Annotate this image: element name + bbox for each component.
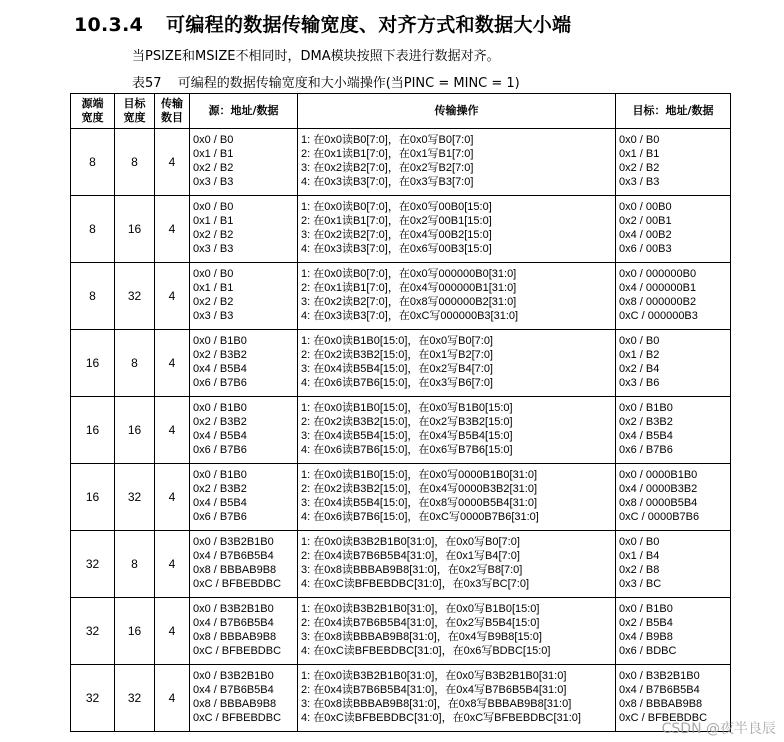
cell-source-line: 0x4 / B7B6B5B4 <box>193 684 274 697</box>
cell-source-line: 0x1 / B1 <box>193 148 234 161</box>
table-row <box>71 263 731 330</box>
cell-operation <box>298 531 616 598</box>
cell-operation-line: 4: 在0x3读B3[7:0]，在0x3写B3[7:0] <box>301 175 474 188</box>
cell-operation-line: 2: 在0x1读B1[7:0]，在0x1写B1[7:0] <box>301 148 474 161</box>
cell-dest-line: 0x1 / B2 <box>619 349 660 362</box>
cell-source-line: 0x6 / B7B6 <box>193 510 247 523</box>
cell-dest-line: 0x3 / BC <box>619 577 662 590</box>
cell-source-line: 0x0 / B1B0 <box>193 335 247 348</box>
cell-operation-line: 3: 在0x4读B5B4[15:0]，在0x8写0000B5B4[31:0] <box>301 497 538 509</box>
cell-operation-line: 1: 在0x0读B0[7:0]，在0x0写B0[7:0] <box>301 134 474 147</box>
cell-operation-line: 3: 在0x8读BBBAB9B8[31:0]，在0x8写BBBAB9B8[31:0] <box>301 698 572 710</box>
cell-dest <box>616 330 731 397</box>
cell-dest-line: 0xC / 000000B3 <box>619 309 698 322</box>
cell-dest <box>616 196 731 263</box>
cell-operation <box>298 330 616 397</box>
cell-operation <box>298 665 616 732</box>
cell-operation-line: 3: 在0x8读BBBAB9B8[31:0]，在0x2写B8[7:0] <box>301 564 523 576</box>
cell-operation-line: 1: 在0x0读B3B2B1B0[31:0]，在0x0写B1B0[15:0] <box>301 603 540 616</box>
cell-src-width: 8 <box>71 196 115 263</box>
cell-operation-line: 4: 在0x6读B7B6[15:0]，在0xC写0000B7B6[31:0] <box>301 510 539 523</box>
cell-dest-line: 0x4 / B5B4 <box>619 430 673 442</box>
header-dst-width: 目标 宽度 <box>115 94 155 129</box>
cell-source-line: 0x8 / BBBAB9B8 <box>193 564 277 576</box>
cell-count: 4 <box>155 196 190 263</box>
cell-dest-line: 0x4 / 000000B1 <box>619 282 697 295</box>
cell-source-line: 0x2 / B3B2 <box>193 416 247 429</box>
header-operation: 传输操作 <box>298 94 616 129</box>
cell-src-width: 16 <box>71 397 115 464</box>
cell-operation-line: 4: 在0x6读B7B6[15:0]，在0x3写B6[7:0] <box>301 376 493 389</box>
cell-dest <box>616 397 731 464</box>
cell-operation-line: 1: 在0x0读B0[7:0]，在0x0写00B0[15:0] <box>301 201 492 214</box>
cell-source-line: 0x4 / B5B4 <box>193 363 247 375</box>
cell-dest-line: 0x2 / B8 <box>619 564 660 576</box>
cell-dst-width: 16 <box>115 196 155 263</box>
cell-operation-line: 1: 在0x0读B3B2B1B0[31:0]，在0x0写B3B2B1B0[31:0] <box>301 670 567 683</box>
cell-count: 4 <box>155 129 190 196</box>
cell-dest-line: 0x0 / B0 <box>619 335 660 348</box>
cell-dst-width: 16 <box>115 598 155 665</box>
cell-operation <box>298 464 616 531</box>
top-edge <box>0 0 784 4</box>
cell-operation-line: 4: 在0xC读BFBEBDBC[31:0]，在0x6写BDBC[15:0] <box>301 644 551 657</box>
cell-src-width: 16 <box>71 464 115 531</box>
table-row <box>71 531 731 598</box>
table-row <box>71 129 731 196</box>
cell-operation-line: 4: 在0x3读B3[7:0]，在0xC写000000B3[31:0] <box>301 309 519 322</box>
cell-source <box>190 330 298 397</box>
cell-src-width: 16 <box>71 330 115 397</box>
cell-src-width: 32 <box>71 598 115 665</box>
cell-dest-line: 0x8 / 000000B2 <box>619 296 697 308</box>
cell-dest-line: 0x3 / B6 <box>619 376 660 389</box>
table-caption <box>132 72 520 91</box>
section-title: 可编程的数据传输宽度、对齐方式和数据大小端 <box>166 14 572 36</box>
cell-src-width: 32 <box>71 531 115 598</box>
cell-dst-width: 16 <box>115 397 155 464</box>
cell-source-line: 0x1 / B1 <box>193 215 234 228</box>
cell-dst-width: 32 <box>115 464 155 531</box>
cell-operation-line: 1: 在0x0读B1B0[15:0]，在0x0写0000B1B0[31:0] <box>301 469 538 482</box>
cell-operation-line: 2: 在0x2读B3B2[15:0]，在0x1写B2[7:0] <box>301 349 493 362</box>
cell-source <box>190 129 298 196</box>
cell-operation-line: 1: 在0x0读B1B0[15:0]，在0x0写B0[7:0] <box>301 335 493 348</box>
cell-dest <box>616 531 731 598</box>
cell-operation-line: 2: 在0x4读B7B6B5B4[31:0]，在0x4写B7B6B5B4[31:0] <box>301 684 567 697</box>
cell-count: 4 <box>155 464 190 531</box>
intro-paragraph: 当PSIZE和MSIZE不相同时，DMA模块按照下表进行数据对齐。 <box>132 49 500 64</box>
table-caption-label: 表57 <box>132 76 162 91</box>
cell-count: 4 <box>155 397 190 464</box>
cell-count: 4 <box>155 330 190 397</box>
cell-dest-line: 0x6 / BDBC <box>619 644 677 657</box>
cell-operation-line: 4: 在0x3读B3[7:0]，在0x6写00B3[15:0] <box>301 242 492 255</box>
cell-dest-line: 0x8 / 0000B5B4 <box>619 497 698 509</box>
cell-source-line: 0x3 / B3 <box>193 309 234 322</box>
header-dest: 目标：地址/数据 <box>616 94 731 129</box>
cell-dest-line: 0x4 / B7B6B5B4 <box>619 684 700 697</box>
cell-source-line: 0x0 / B1B0 <box>193 402 247 415</box>
cell-dest-line: 0x6 / B7B6 <box>619 443 673 456</box>
cell-source-line: 0x8 / BBBAB9B8 <box>193 698 277 710</box>
cell-operation-line: 1: 在0x0读B0[7:0]，在0x0写000000B0[31:0] <box>301 268 517 281</box>
cell-source-line: 0xC / BFBEBDBC <box>193 644 282 657</box>
cell-src-width: 8 <box>71 263 115 330</box>
cell-dest-line: 0x8 / BBBAB9B8 <box>619 698 703 710</box>
table-row <box>71 665 731 732</box>
cell-src-width: 32 <box>71 665 115 732</box>
cell-dest-line: 0x2 / B2 <box>619 162 660 174</box>
header-src-width: 源端 宽度 <box>71 94 115 129</box>
cell-dest-line: 0x2 / B4 <box>619 363 660 375</box>
cell-source-line: 0x6 / B7B6 <box>193 376 247 389</box>
cell-source <box>190 397 298 464</box>
cell-dest-line: 0x3 / B3 <box>619 175 660 188</box>
cell-operation-line: 3: 在0x4读B5B4[15:0]，在0x4写B5B4[15:0] <box>301 430 513 442</box>
cell-source-line: 0x3 / B3 <box>193 175 234 188</box>
cell-dest-line: 0x0 / B1B0 <box>619 603 673 616</box>
cell-source-line: 0x4 / B7B6B5B4 <box>193 550 274 563</box>
cell-source-line: 0x1 / B1 <box>193 282 234 295</box>
cell-dest-line: 0x1 / B1 <box>619 148 660 161</box>
cell-dest-line: 0x1 / B4 <box>619 550 660 563</box>
cell-source-line: 0x6 / B7B6 <box>193 443 247 456</box>
cell-dest <box>616 464 731 531</box>
table-row <box>71 464 731 531</box>
cell-source-line: 0x3 / B3 <box>193 242 234 255</box>
table-row <box>71 397 731 464</box>
cell-operation-line: 3: 在0x4读B5B4[15:0]，在0x2写B4[7:0] <box>301 363 493 375</box>
cell-source-line: 0x0 / B0 <box>193 201 234 214</box>
cell-dest-line: 0x2 / 00B1 <box>619 215 672 228</box>
header-count: 传输 数目 <box>155 94 190 129</box>
cell-dest-line: 0x0 / B0 <box>619 536 660 549</box>
cell-source-line: 0x0 / B3B2B1B0 <box>193 536 274 549</box>
cell-operation-line: 2: 在0x1读B1[7:0]，在0x2写00B1[15:0] <box>301 215 492 228</box>
cell-operation-line: 3: 在0x8读BBBAB9B8[31:0]，在0x4写B9B8[15:0] <box>301 631 542 643</box>
cell-dest-line: 0x4 / B9B8 <box>619 631 673 643</box>
cell-source <box>190 598 298 665</box>
cell-operation-line: 1: 在0x0读B3B2B1B0[31:0]，在0x0写B0[7:0] <box>301 536 520 549</box>
cell-dest-line: 0x2 / B5B4 <box>619 617 673 630</box>
section-number: 10.3.4 <box>74 14 144 36</box>
cell-source-line: 0x0 / B0 <box>193 268 234 281</box>
cell-source <box>190 263 298 330</box>
cell-source-line: 0x0 / B3B2B1B0 <box>193 670 274 683</box>
table-caption-text: 可编程的数据传输宽度和大小端操作(当PINC = MINC = 1) <box>177 76 520 91</box>
cell-dest-line: 0x4 / 0000B3B2 <box>619 483 698 496</box>
cell-dest-line: 0x0 / 0000B1B0 <box>619 469 698 482</box>
cell-operation-line: 2: 在0x2读B3B2[15:0]，在0x2写B3B2[15:0] <box>301 416 513 429</box>
cell-source-line: 0x4 / B5B4 <box>193 497 247 509</box>
cell-source-line: 0x0 / B1B0 <box>193 469 247 482</box>
table-row <box>71 196 731 263</box>
cell-dst-width: 8 <box>115 330 155 397</box>
cell-dst-width: 8 <box>115 129 155 196</box>
cell-source-line: 0xC / BFBEBDBC <box>193 711 282 724</box>
cell-dst-width: 8 <box>115 531 155 598</box>
cell-operation <box>298 129 616 196</box>
cell-dest-line: 0xC / 0000B7B6 <box>619 510 700 523</box>
cell-operation-line: 1: 在0x0读B1B0[15:0]，在0x0写B1B0[15:0] <box>301 402 513 415</box>
cell-source <box>190 196 298 263</box>
cell-source-line: 0xC / BFBEBDBC <box>193 577 282 590</box>
cell-operation-line: 4: 在0x6读B7B6[15:0]，在0x6写B7B6[15:0] <box>301 443 513 456</box>
cell-operation-line: 3: 在0x2读B2[7:0]，在0x8写000000B2[31:0] <box>301 296 517 308</box>
cell-operation-line: 3: 在0x2读B2[7:0]，在0x2写B2[7:0] <box>301 162 474 174</box>
cell-operation-line: 2: 在0x4读B7B6B5B4[31:0]，在0x1写B4[7:0] <box>301 550 520 563</box>
alignment-table <box>70 93 731 732</box>
table-header-row <box>71 94 731 129</box>
cell-operation-line: 4: 在0xC读BFBEBDBC[31:0]，在0x3写BC[7:0] <box>301 577 530 590</box>
cell-src-width: 8 <box>71 129 115 196</box>
cell-dest-line: 0x4 / 00B2 <box>619 229 672 241</box>
cell-dest-line: 0x2 / B3B2 <box>619 416 673 429</box>
cell-dest-line: 0x0 / B3B2B1B0 <box>619 670 700 683</box>
cell-source-line: 0x2 / B2 <box>193 296 234 308</box>
cell-dest <box>616 263 731 330</box>
cell-operation-line: 3: 在0x2读B2[7:0]，在0x4写00B2[15:0] <box>301 229 492 241</box>
cell-operation <box>298 397 616 464</box>
cell-source-line: 0x4 / B7B6B5B4 <box>193 617 274 630</box>
cell-dest-line: 0x6 / 00B3 <box>619 242 672 255</box>
cell-operation <box>298 263 616 330</box>
cell-dest-line: 0x0 / 000000B0 <box>619 268 697 281</box>
section-heading <box>74 10 571 37</box>
cell-dest-line: 0x0 / 00B0 <box>619 201 672 214</box>
header-source: 源：地址/数据 <box>190 94 298 129</box>
cell-source-line: 0x0 / B0 <box>193 134 234 147</box>
cell-source-line: 0x2 / B3B2 <box>193 349 247 362</box>
cell-operation <box>298 196 616 263</box>
cell-source <box>190 464 298 531</box>
table-row <box>71 330 731 397</box>
cell-dest-line: 0x0 / B1B0 <box>619 402 673 415</box>
cell-operation-line: 2: 在0x2读B3B2[15:0]，在0x4写0000B3B2[31:0] <box>301 483 538 496</box>
cell-dest-line: 0xC / BFBEBDBC <box>619 711 708 724</box>
cell-source-line: 0x8 / BBBAB9B8 <box>193 631 277 643</box>
cell-count: 4 <box>155 598 190 665</box>
cell-source <box>190 531 298 598</box>
cell-dest-line: 0x0 / B0 <box>619 134 660 147</box>
cell-source-line: 0x2 / B3B2 <box>193 483 247 496</box>
cell-source-line: 0x2 / B2 <box>193 229 234 241</box>
cell-dst-width: 32 <box>115 263 155 330</box>
cell-count: 4 <box>155 531 190 598</box>
cell-source-line: 0x2 / B2 <box>193 162 234 174</box>
cell-source-line: 0x0 / B3B2B1B0 <box>193 603 274 616</box>
cell-count: 4 <box>155 665 190 732</box>
cell-source-line: 0x4 / B5B4 <box>193 430 247 442</box>
cell-source <box>190 665 298 732</box>
cell-count: 4 <box>155 263 190 330</box>
cell-operation-line: 2: 在0x1读B1[7:0]，在0x4写000000B1[31:0] <box>301 282 517 295</box>
cell-operation <box>298 598 616 665</box>
cell-dst-width: 32 <box>115 665 155 732</box>
cell-dest <box>616 598 731 665</box>
cell-operation-line: 2: 在0x4读B7B6B5B4[31:0]，在0x2写B5B4[15:0] <box>301 617 540 630</box>
cell-dest <box>616 129 731 196</box>
table-row <box>71 598 731 665</box>
csdn-watermark: CSDN @夜半良辰 <box>661 721 776 737</box>
cell-operation-line: 4: 在0xC读BFBEBDBC[31:0]，在0xC写BFBEBDBC[31:0] <box>301 711 581 724</box>
